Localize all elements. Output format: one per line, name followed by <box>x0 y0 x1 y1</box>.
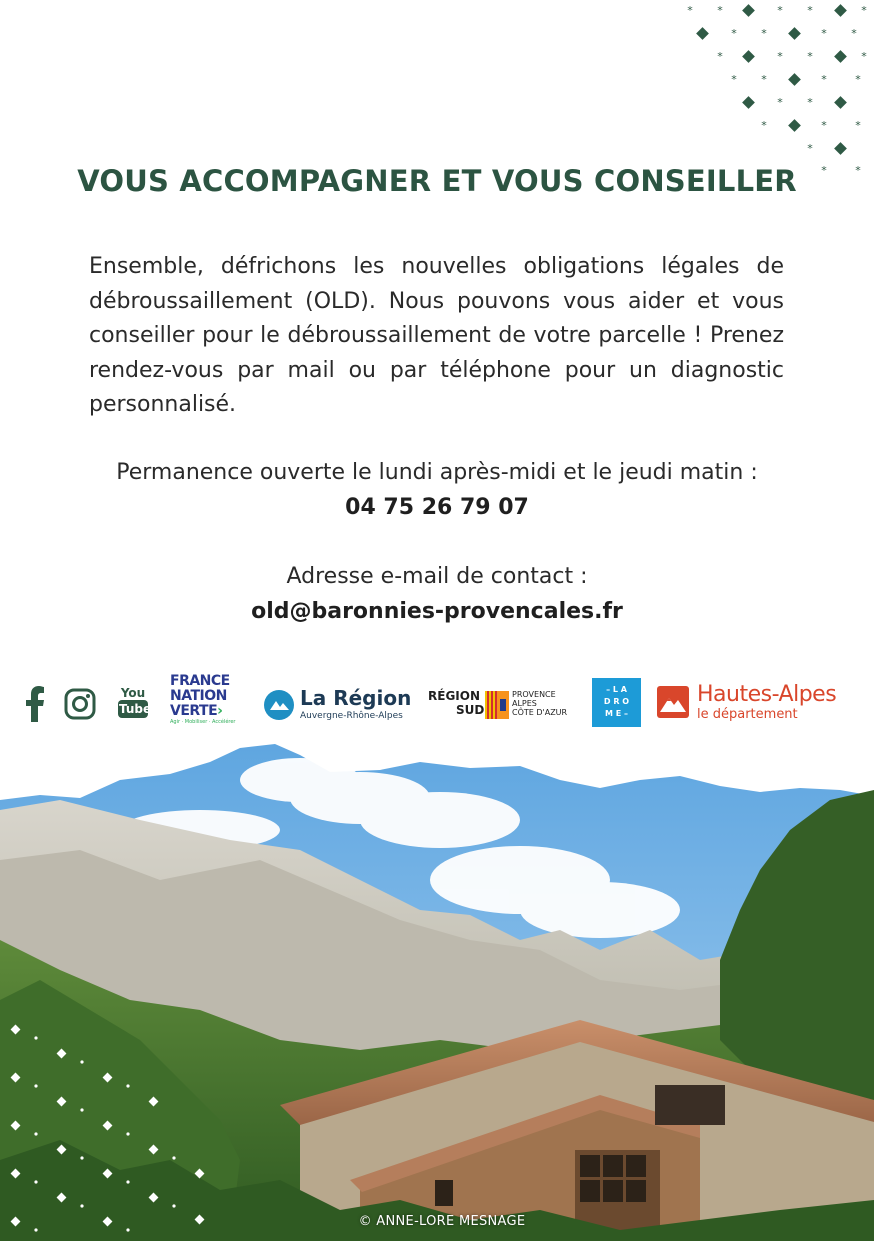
svg-text:*: * <box>687 4 693 17</box>
svg-text:*: * <box>777 96 783 109</box>
intro-paragraph: Ensemble, défrichons les nouvelles obligations légales de débroussaillement (OLD). Nous pouvons vous aider et vous conseiller pour le débroussaillement de votre parcelle ! Prenez rendez-vous par mail ou par téléphone pour un diagnostic personnalisé. <box>89 254 784 417</box>
photo-credit: © ANNE-LORE MESNAGE <box>358 1214 526 1229</box>
svg-text:*: * <box>807 142 813 155</box>
region-circle-icon <box>264 690 294 720</box>
svg-text:*: * <box>777 4 783 17</box>
france-nation-verte-logo: FRANCE NATION VERTE› Agir · Mobiliser · Accélérer <box>170 673 236 725</box>
phone-number[interactable]: 04 75 26 79 07 <box>345 495 529 520</box>
youtube-icon[interactable] <box>118 686 152 722</box>
svg-text:*: * <box>861 50 867 63</box>
la-drome-logo: – L A D R O M E – <box>592 678 641 727</box>
svg-text:*: * <box>717 4 723 17</box>
decorative-pattern-top <box>684 0 874 180</box>
page-title: VOUS ACCOMPAGNER ET VOUS CONSEILLER <box>77 164 797 198</box>
svg-text:*: * <box>717 50 723 63</box>
hautes-alpes-logo: Hautes-Alpes le département <box>657 682 847 726</box>
contact-email[interactable]: old@baronnies-provencales.fr <box>251 599 623 624</box>
svg-text:*: * <box>821 73 827 86</box>
svg-text:*: * <box>807 4 813 17</box>
permanence-label: Permanence ouverte le lundi après-midi et le jeudi matin : <box>116 460 758 485</box>
youtube-text-bottom: Tube <box>119 702 152 716</box>
instagram-icon[interactable] <box>64 688 96 720</box>
svg-text:*: * <box>761 27 767 40</box>
svg-text:*: * <box>855 164 861 177</box>
svg-text:*: * <box>807 96 813 109</box>
svg-text:*: * <box>855 73 861 86</box>
svg-text:*: * <box>861 4 867 17</box>
svg-text:*: * <box>777 50 783 63</box>
svg-text:*: * <box>731 27 737 40</box>
region-sud-flag-icon <box>485 691 509 719</box>
svg-text:*: * <box>821 27 827 40</box>
la-region-logo: La Région Auvergne-Rhône-Alpes <box>262 686 412 726</box>
contact-label: Adresse e-mail de contact : <box>286 564 588 589</box>
facebook-icon[interactable] <box>24 686 46 722</box>
svg-text:*: * <box>807 50 813 63</box>
partner-logos-row <box>0 672 874 736</box>
contact-block <box>0 559 874 629</box>
svg-text:*: * <box>821 164 827 177</box>
chevron-right-icon: › <box>217 703 223 719</box>
permanence-block <box>0 455 874 525</box>
region-sud-logo: RÉGION SUD PROVENCE ALPES CÔTE D'AZUR <box>428 689 568 717</box>
svg-text:*: * <box>851 27 857 40</box>
landscape-photo <box>0 740 874 1241</box>
youtube-text-top: You <box>120 686 146 700</box>
svg-text:*: * <box>761 119 767 132</box>
svg-text:*: * <box>761 73 767 86</box>
svg-text:*: * <box>855 119 861 132</box>
svg-text:*: * <box>821 119 827 132</box>
svg-text:*: * <box>731 73 737 86</box>
mountain-icon <box>657 686 689 718</box>
